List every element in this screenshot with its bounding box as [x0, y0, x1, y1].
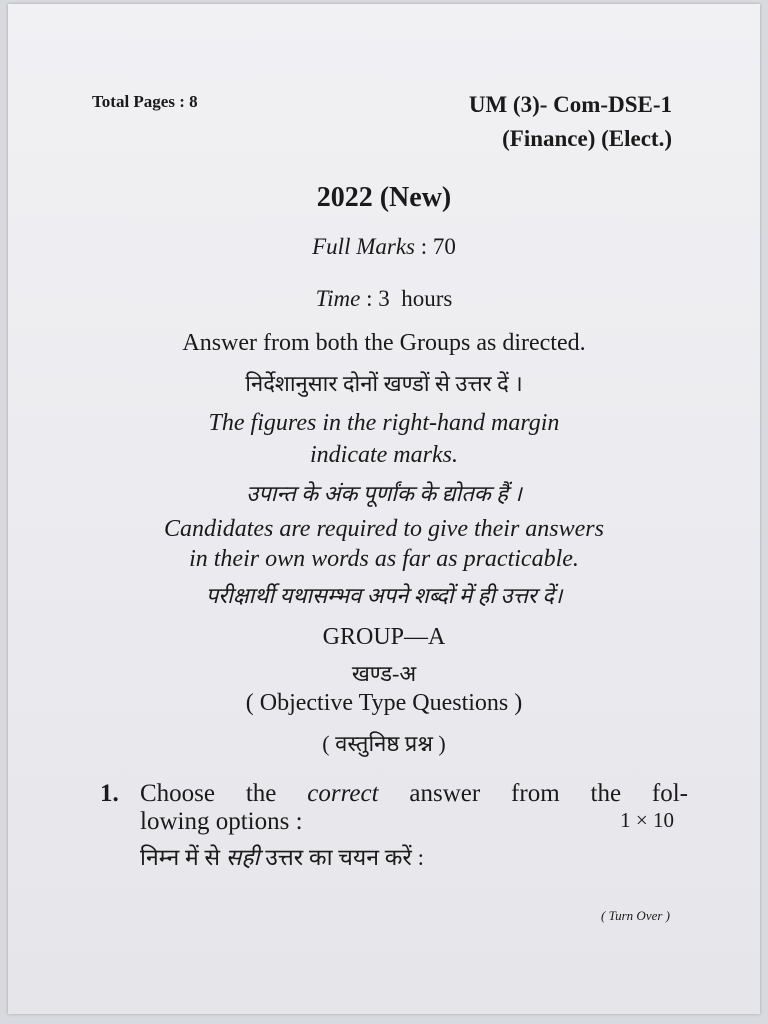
full-marks: Full Marks : 70 — [312, 234, 456, 259]
group-title-en: GROUP—A — [322, 624, 446, 650]
instruction-figures-hi: उपान्त के अंक पूर्णांक के द्योतक हैं । — [246, 481, 522, 506]
instruction-answer-en: Answer from both the Groups as directed. — [182, 330, 586, 356]
exam-paper-page — [8, 4, 760, 1014]
question-text-hi: निम्न में से सही उत्तर का चयन करें : — [140, 845, 424, 870]
total-pages-label: Total Pages : 8 — [92, 92, 198, 111]
question-type-hi: ( वस्तुनिष्ठ प्रश्न ) — [322, 731, 446, 756]
question-type-en: ( Objective Type Questions ) — [245, 690, 523, 716]
paper-code: UM (3)- Com-DSE-1 — [468, 92, 672, 117]
turn-over-label: ( Turn Over ) — [601, 908, 670, 923]
instruction-candidates-en-line2: in their own words as far as practicable. — [189, 546, 579, 572]
instruction-answer-hi: निर्देशानुसार दोनों खण्डों से उत्तर दें । — [245, 371, 523, 396]
instruction-figures-en-line1: The figures in the right-hand margin — [208, 410, 560, 436]
exam-time: Time : 3 hours — [315, 286, 453, 311]
instruction-figures-en-line2: indicate marks. — [310, 442, 458, 468]
question-marks: 1 × 10 — [620, 808, 674, 832]
group-title-hi: खण्ड-अ — [351, 661, 417, 686]
instruction-candidates-hi: परीक्षार्थी यथासम्भव अपने शब्दों में ही उत्तर दें। — [205, 583, 563, 608]
question-text-line2: lowing options : — [140, 808, 303, 835]
instruction-candidates-en-line1: Candidates are required to give their answers — [164, 516, 604, 542]
question-number: 1. — [100, 780, 119, 807]
question-text-line1: Choose the correct answer from the fol- — [140, 780, 688, 807]
exam-year: 2022 (New) — [316, 182, 452, 213]
paper-subject: (Finance) (Elect.) — [502, 126, 672, 151]
